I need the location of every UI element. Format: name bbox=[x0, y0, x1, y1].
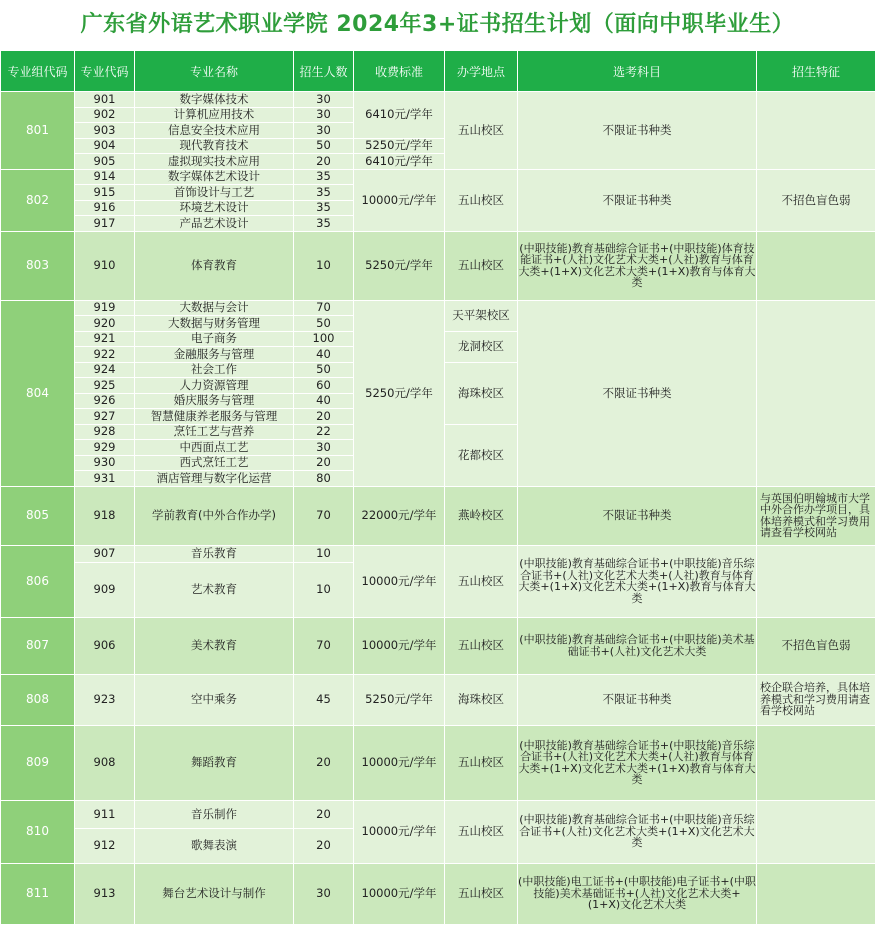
enroll-count: 35 bbox=[294, 200, 354, 216]
major-code: 928 bbox=[75, 424, 135, 440]
major-name: 智慧健康养老服务与管理 bbox=[135, 409, 294, 425]
table-row bbox=[1, 545, 875, 562]
header-cell: 办学地点 bbox=[445, 51, 518, 92]
header-cell: 专业代码 bbox=[75, 51, 135, 92]
major-name: 现代教育技术 bbox=[135, 138, 294, 154]
group-code: 811 bbox=[1, 863, 75, 924]
major-code: 909 bbox=[75, 562, 135, 617]
campus: 海珠校区 bbox=[445, 362, 518, 424]
group-code: 801 bbox=[1, 92, 75, 170]
major-name: 信息安全技术应用 bbox=[135, 123, 294, 139]
subjects: (中职技能)教育基础综合证书+(中职技能)音乐综合证书+(人社)文化艺术大类+(1+X)文化艺术大类 bbox=[518, 800, 757, 863]
campus: 五山校区 bbox=[445, 800, 518, 863]
campus: 海珠校区 bbox=[445, 674, 518, 725]
feature bbox=[757, 92, 875, 170]
major-code: 925 bbox=[75, 378, 135, 394]
major-name: 歌舞表演 bbox=[135, 828, 294, 863]
page-title: 广东省外语艺术职业学院 2024年3+证书招生计划（面向中职毕业生） bbox=[80, 12, 795, 37]
group-code: 810 bbox=[1, 800, 75, 863]
enroll-count: 50 bbox=[294, 138, 354, 154]
subjects: (中职技能)教育基础综合证书+(中职技能)音乐综合证书+(人社)文化艺术大类+(人社)教育与体育大类+(1+X)文化艺术大类+(1+X)教育与体育大类 bbox=[518, 725, 757, 800]
table-row bbox=[1, 92, 875, 108]
major-code: 921 bbox=[75, 331, 135, 347]
table-row bbox=[1, 486, 875, 545]
enroll-count: 35 bbox=[294, 216, 354, 232]
enroll-count: 20 bbox=[294, 725, 354, 800]
major-code: 915 bbox=[75, 185, 135, 201]
enroll-count: 20 bbox=[294, 455, 354, 471]
major-code: 914 bbox=[75, 169, 135, 185]
header-cell: 选考科目 bbox=[518, 51, 757, 92]
feature bbox=[757, 725, 875, 800]
campus: 五山校区 bbox=[445, 231, 518, 300]
fee: 10000元/学年 bbox=[354, 863, 445, 924]
major-name: 婚庆服务与管理 bbox=[135, 393, 294, 409]
campus: 五山校区 bbox=[445, 863, 518, 924]
major-name: 音乐制作 bbox=[135, 800, 294, 828]
enroll-count: 35 bbox=[294, 169, 354, 185]
enroll-count: 10 bbox=[294, 562, 354, 617]
fee: 10000元/学年 bbox=[354, 169, 445, 231]
enroll-count: 30 bbox=[294, 863, 354, 924]
header-cell: 专业名称 bbox=[135, 51, 294, 92]
group-code: 805 bbox=[1, 486, 75, 545]
major-name: 烹饪工艺与营养 bbox=[135, 424, 294, 440]
header-cell: 招生人数 bbox=[294, 51, 354, 92]
major-code: 907 bbox=[75, 545, 135, 562]
major-code: 917 bbox=[75, 216, 135, 232]
major-name: 美术教育 bbox=[135, 617, 294, 674]
campus: 花都校区 bbox=[445, 424, 518, 486]
major-name: 环境艺术设计 bbox=[135, 200, 294, 216]
group-code: 806 bbox=[1, 545, 75, 617]
enroll-count: 45 bbox=[294, 674, 354, 725]
major-code: 927 bbox=[75, 409, 135, 425]
enrollment-table bbox=[0, 50, 875, 925]
fee: 10000元/学年 bbox=[354, 617, 445, 674]
subjects: (中职技能)教育基础综合证书+(中职技能)美术基础证书+(人社)文化艺术大类 bbox=[518, 617, 757, 674]
table-row bbox=[1, 674, 875, 725]
major-code: 910 bbox=[75, 231, 135, 300]
major-code: 930 bbox=[75, 455, 135, 471]
major-code: 922 bbox=[75, 347, 135, 363]
subjects: 不限证书种类 bbox=[518, 486, 757, 545]
enroll-count: 50 bbox=[294, 362, 354, 378]
table-row bbox=[1, 617, 875, 674]
group-code: 802 bbox=[1, 169, 75, 231]
fee: 6410元/学年 bbox=[354, 154, 445, 170]
major-code: 905 bbox=[75, 154, 135, 170]
major-code: 911 bbox=[75, 800, 135, 828]
enroll-count: 40 bbox=[294, 393, 354, 409]
fee: 10000元/学年 bbox=[354, 800, 445, 863]
fee: 5250元/学年 bbox=[354, 138, 445, 154]
enroll-count: 100 bbox=[294, 331, 354, 347]
group-code: 809 bbox=[1, 725, 75, 800]
table-row bbox=[1, 300, 875, 316]
table-row bbox=[1, 800, 875, 828]
table-header-row bbox=[1, 51, 875, 92]
header-cell: 专业组代码 bbox=[1, 51, 75, 92]
enroll-count: 40 bbox=[294, 347, 354, 363]
enroll-count: 10 bbox=[294, 545, 354, 562]
enroll-count: 30 bbox=[294, 440, 354, 456]
fee: 10000元/学年 bbox=[354, 545, 445, 617]
campus: 天平架校区 bbox=[445, 300, 518, 331]
major-code: 908 bbox=[75, 725, 135, 800]
major-code: 916 bbox=[75, 200, 135, 216]
campus: 五山校区 bbox=[445, 92, 518, 170]
enroll-count: 30 bbox=[294, 107, 354, 123]
major-code: 918 bbox=[75, 486, 135, 545]
enroll-count: 35 bbox=[294, 185, 354, 201]
enroll-count: 30 bbox=[294, 92, 354, 108]
major-name: 首饰设计与工艺 bbox=[135, 185, 294, 201]
enroll-count: 70 bbox=[294, 617, 354, 674]
subjects: (中职技能)教育基础综合证书+(中职技能)体育技能证书+(人社)文化艺术大类+(人社)教育与体育大类+(1+X)文化艺术大类+(1+X)教育与体育大类 bbox=[518, 231, 757, 300]
major-code: 902 bbox=[75, 107, 135, 123]
fee: 10000元/学年 bbox=[354, 725, 445, 800]
subjects: (中职技能)电工证书+(中职技能)电子证书+(中职技能)美术基础证书+(人社)文化艺术大类+(1+X)文化艺术大类 bbox=[518, 863, 757, 924]
major-code: 929 bbox=[75, 440, 135, 456]
major-name: 中西面点工艺 bbox=[135, 440, 294, 456]
fee: 22000元/学年 bbox=[354, 486, 445, 545]
enroll-count: 30 bbox=[294, 123, 354, 139]
major-name: 电子商务 bbox=[135, 331, 294, 347]
campus: 五山校区 bbox=[445, 725, 518, 800]
major-code: 926 bbox=[75, 393, 135, 409]
table-row bbox=[1, 231, 875, 300]
header-cell: 招生特征 bbox=[757, 51, 875, 92]
major-code: 924 bbox=[75, 362, 135, 378]
feature bbox=[757, 300, 875, 486]
campus: 五山校区 bbox=[445, 169, 518, 231]
major-name: 人力资源管理 bbox=[135, 378, 294, 394]
enroll-count: 22 bbox=[294, 424, 354, 440]
header-cell: 收费标准 bbox=[354, 51, 445, 92]
major-name: 西式烹饪工艺 bbox=[135, 455, 294, 471]
group-code: 803 bbox=[1, 231, 75, 300]
subjects: 不限证书种类 bbox=[518, 92, 757, 170]
group-code: 807 bbox=[1, 617, 75, 674]
major-name: 学前教育(中外合作办学) bbox=[135, 486, 294, 545]
feature: 不招色盲色弱 bbox=[757, 617, 875, 674]
major-name: 酒店管理与数字化运营 bbox=[135, 471, 294, 487]
major-name: 社会工作 bbox=[135, 362, 294, 378]
major-name: 空中乘务 bbox=[135, 674, 294, 725]
major-name: 体育教育 bbox=[135, 231, 294, 300]
enroll-count: 20 bbox=[294, 800, 354, 828]
enroll-count: 60 bbox=[294, 378, 354, 394]
enroll-count: 70 bbox=[294, 486, 354, 545]
campus: 燕岭校区 bbox=[445, 486, 518, 545]
major-name: 金融服务与管理 bbox=[135, 347, 294, 363]
subjects: 不限证书种类 bbox=[518, 300, 757, 486]
table-row bbox=[1, 863, 875, 924]
major-code: 904 bbox=[75, 138, 135, 154]
major-code: 903 bbox=[75, 123, 135, 139]
major-name: 大数据与会计 bbox=[135, 300, 294, 316]
major-code: 920 bbox=[75, 316, 135, 332]
feature bbox=[757, 545, 875, 617]
feature: 校企联合培养，具体培养模式和学习费用请查看学校网站 bbox=[757, 674, 875, 725]
major-name: 虚拟现实技术应用 bbox=[135, 154, 294, 170]
enroll-count: 20 bbox=[294, 154, 354, 170]
major-name: 计算机应用技术 bbox=[135, 107, 294, 123]
feature bbox=[757, 800, 875, 863]
feature: 不招色盲色弱 bbox=[757, 169, 875, 231]
major-name: 数字媒体艺术设计 bbox=[135, 169, 294, 185]
group-code: 804 bbox=[1, 300, 75, 486]
enroll-count: 20 bbox=[294, 828, 354, 863]
enroll-count: 10 bbox=[294, 231, 354, 300]
feature bbox=[757, 863, 875, 924]
campus: 五山校区 bbox=[445, 545, 518, 617]
fee: 5250元/学年 bbox=[354, 300, 445, 486]
subjects: 不限证书种类 bbox=[518, 674, 757, 725]
fee: 5250元/学年 bbox=[354, 674, 445, 725]
feature: 与英国伯明翰城市大学中外合作办学项目，具体培养模式和学习费用请查看学校网站 bbox=[757, 486, 875, 545]
major-name: 舞蹈教育 bbox=[135, 725, 294, 800]
major-name: 音乐教育 bbox=[135, 545, 294, 562]
campus: 五山校区 bbox=[445, 617, 518, 674]
major-code: 906 bbox=[75, 617, 135, 674]
enroll-count: 80 bbox=[294, 471, 354, 487]
group-code: 808 bbox=[1, 674, 75, 725]
subjects: 不限证书种类 bbox=[518, 169, 757, 231]
major-code: 912 bbox=[75, 828, 135, 863]
major-code: 901 bbox=[75, 92, 135, 108]
major-code: 923 bbox=[75, 674, 135, 725]
major-name: 艺术教育 bbox=[135, 562, 294, 617]
fee: 6410元/学年 bbox=[354, 92, 445, 139]
subjects: (中职技能)教育基础综合证书+(中职技能)音乐综合证书+(人社)文化艺术大类+(人社)教育与体育大类+(1+X)文化艺术大类+(1+X)教育与体育大类 bbox=[518, 545, 757, 617]
enroll-count: 70 bbox=[294, 300, 354, 316]
fee: 5250元/学年 bbox=[354, 231, 445, 300]
major-name: 舞台艺术设计与制作 bbox=[135, 863, 294, 924]
major-name: 大数据与财务管理 bbox=[135, 316, 294, 332]
major-code: 931 bbox=[75, 471, 135, 487]
enroll-count: 20 bbox=[294, 409, 354, 425]
major-name: 数字媒体技术 bbox=[135, 92, 294, 108]
campus: 龙洞校区 bbox=[445, 331, 518, 362]
major-name: 产品艺术设计 bbox=[135, 216, 294, 232]
table-row bbox=[1, 169, 875, 185]
major-code: 919 bbox=[75, 300, 135, 316]
major-code: 913 bbox=[75, 863, 135, 924]
table-row bbox=[1, 725, 875, 800]
enroll-count: 50 bbox=[294, 316, 354, 332]
feature bbox=[757, 231, 875, 300]
